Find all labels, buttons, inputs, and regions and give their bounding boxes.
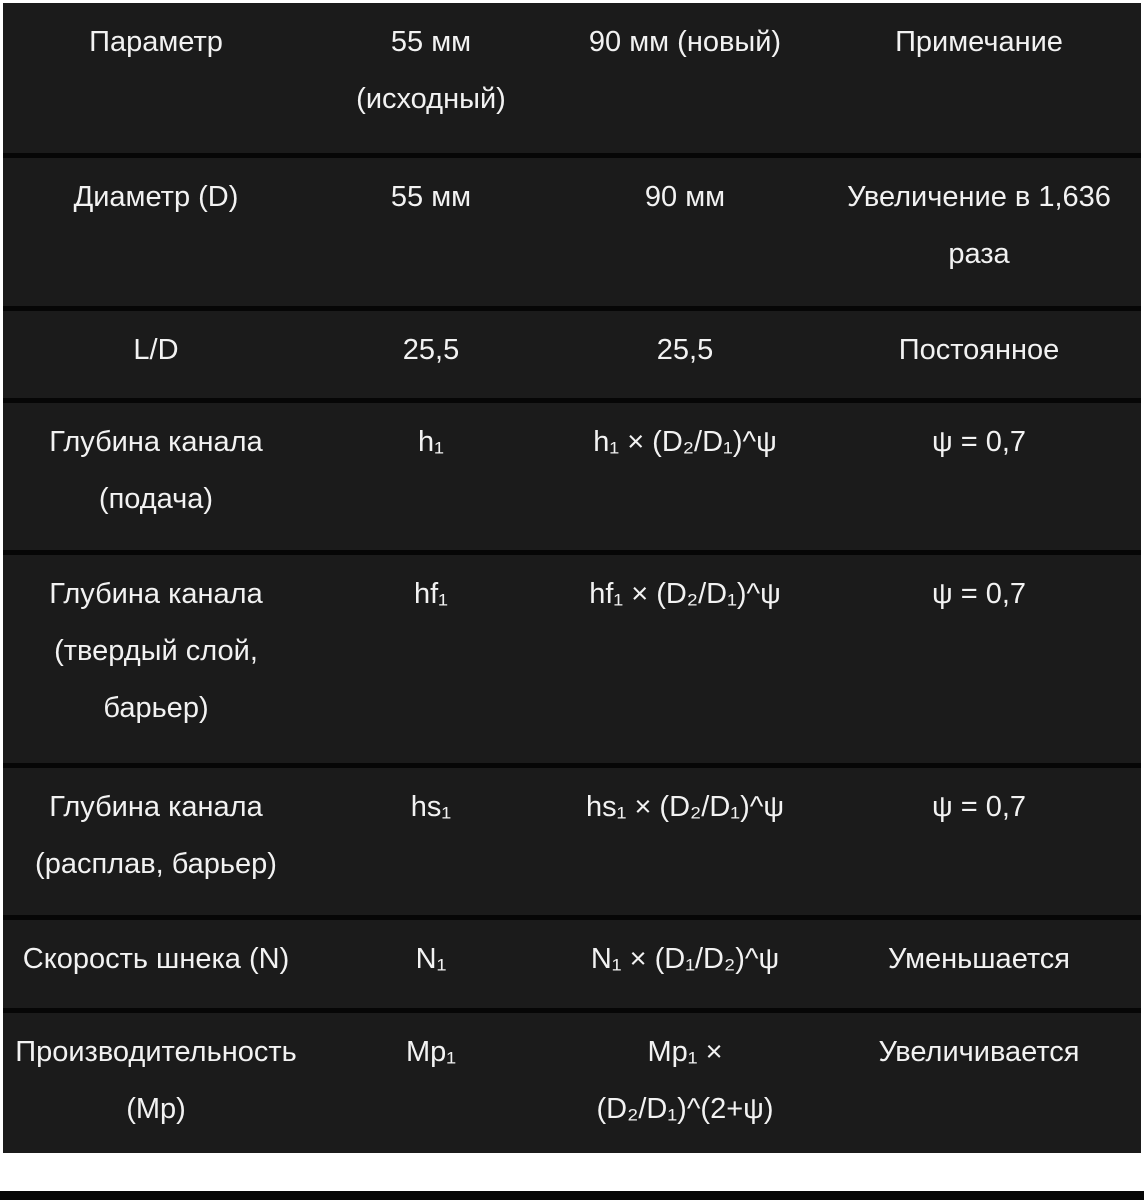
table-cell: Уменьшается [887, 942, 1071, 975]
header-cell-90mm: 90 мм (новый) [588, 26, 782, 58]
parameters-comparison-table [3, 3, 1141, 1153]
table-row-channel-depth-melt [3, 765, 1141, 917]
table-cell: Скорость шнека (N) [22, 942, 290, 975]
table-cell: hf₁ × (D₂/D₁)^ψ [589, 577, 781, 610]
table-cell: N₁ × (D₁/D₂)^ψ [590, 942, 780, 975]
table-cell: Mp₁ [405, 1035, 457, 1068]
table-cell: Производительность (Mp) [15, 1035, 297, 1125]
table-row-diameter [3, 155, 1141, 308]
table-cell: N₁ [415, 942, 447, 975]
table-cell: ψ = 0,7 [931, 790, 1027, 823]
table-row-channel-depth-feed [3, 400, 1141, 552]
table-cell: ψ = 0,7 [931, 425, 1027, 458]
header-row [3, 3, 1141, 155]
table-cell: 25,5 [402, 333, 460, 366]
table-cell: h₁ × (D₂/D₁)^ψ [593, 425, 777, 458]
table-cell: hs₁ [410, 790, 452, 823]
table-row-channel-depth-solid [3, 552, 1141, 765]
table-row-screw-speed [3, 917, 1141, 1010]
table-cell: 55 мм [390, 180, 472, 213]
table-cell: 25,5 [656, 333, 714, 366]
header-cell-55mm: 55 мм (исходный) [356, 26, 506, 115]
bottom-divider [0, 1191, 1144, 1200]
table-cell: L/D [133, 333, 179, 366]
table-cell: Увеличивается [878, 1035, 1080, 1068]
table-cell: Увеличение в 1,636 раза [847, 180, 1111, 270]
table-cell: Глубина канала (подача) [49, 425, 263, 515]
table-cell: Диаметр (D) [73, 180, 239, 213]
table-cell: Глубина канала (твердый слой, барьер) [49, 577, 263, 724]
table-cell: 90 мм [644, 180, 726, 213]
header-cell-parameter: Параметр [89, 26, 223, 58]
table-cell: Глубина канала (расплав, барьер) [35, 790, 277, 880]
table-row-throughput [3, 1010, 1141, 1153]
table-cell: Постоянное [898, 333, 1060, 366]
table-cell: hf₁ [414, 577, 448, 610]
table-cell: h₁ [418, 425, 444, 458]
header-cell-note: Примечание [895, 26, 1063, 58]
table-cell: Mp₁ × (D₂/D₁)^(2+ψ) [596, 1035, 774, 1125]
page [0, 3, 1144, 1200]
table-cell: hs₁ × (D₂/D₁)^ψ [585, 790, 785, 823]
table-row-ld-ratio [3, 308, 1141, 400]
table-cell: ψ = 0,7 [931, 577, 1027, 610]
